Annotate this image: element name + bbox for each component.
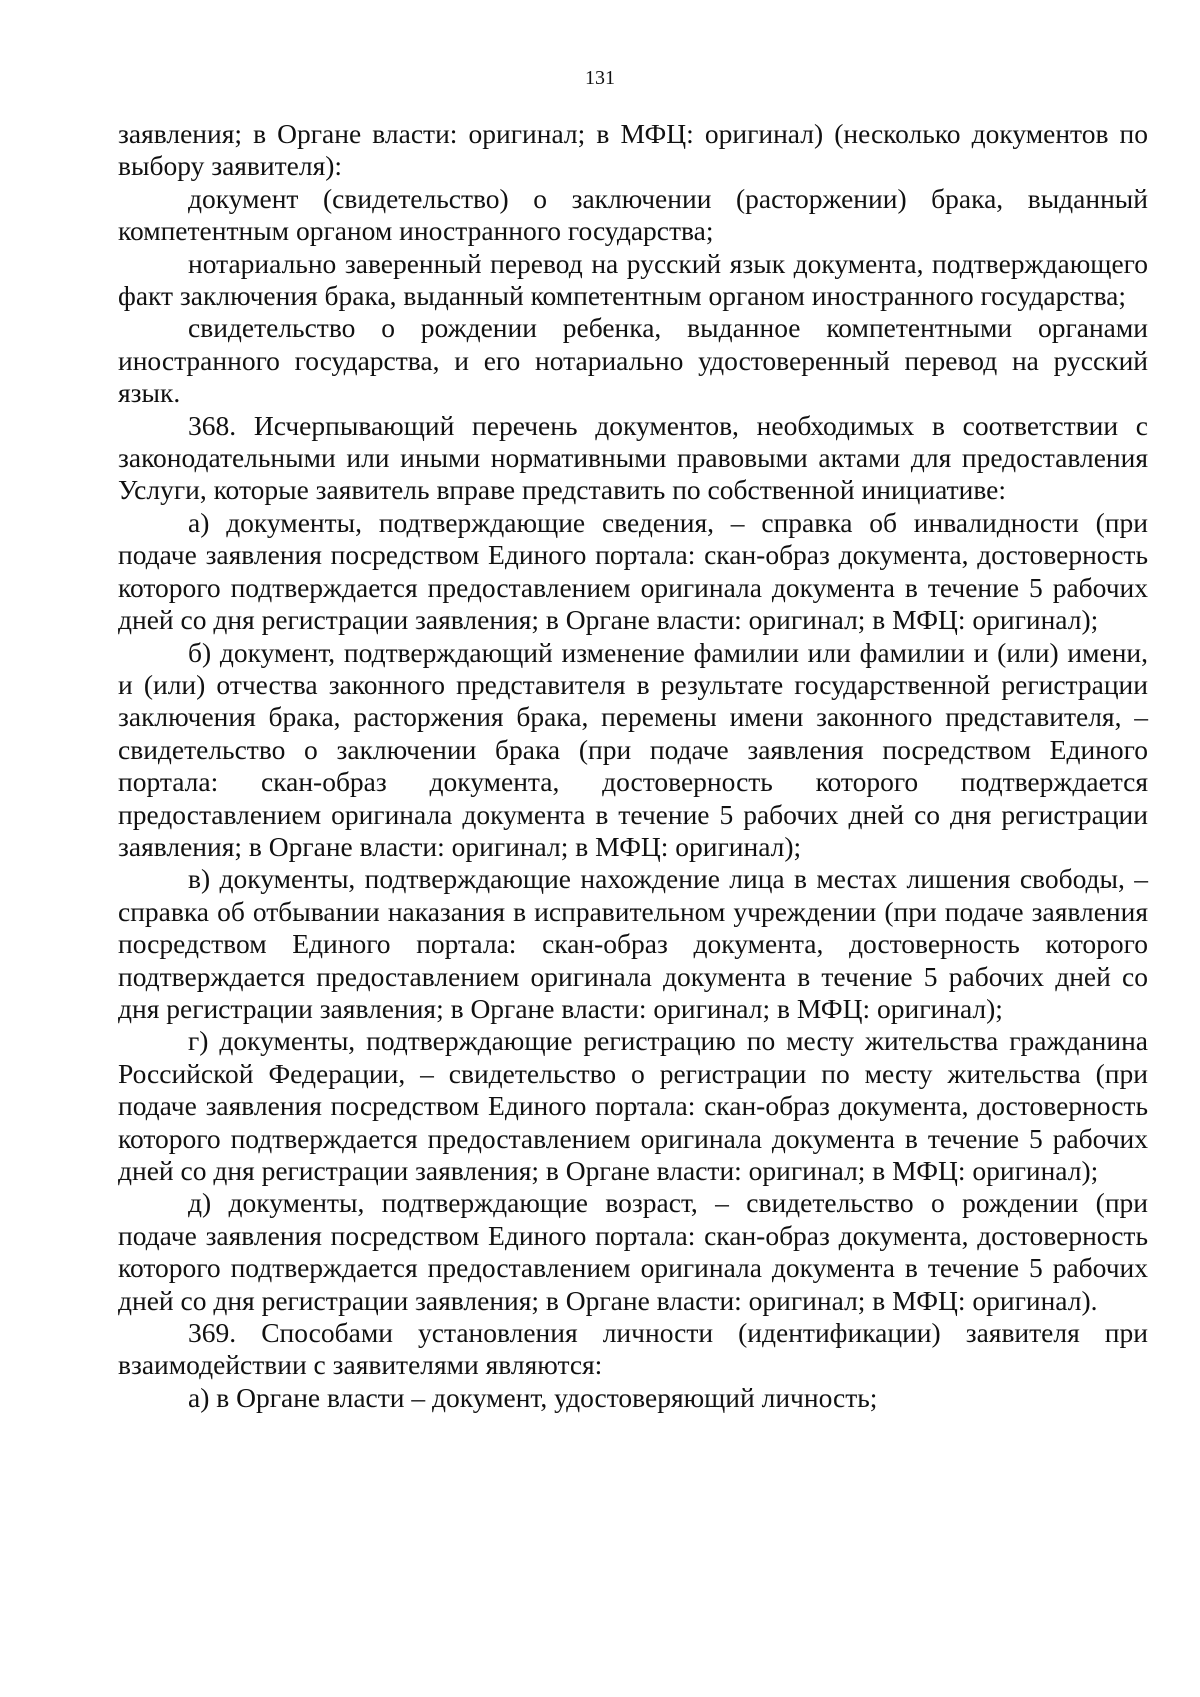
document-body (118, 118, 1148, 1414)
paragraph-item-368: 368. Исчерпывающий перечень документов, необходимых в соответствии с законодательными или иными нормативными правовыми актами для предоставления Услуги, которые заявитель вправе представить по собственной инициативе: (118, 409, 1148, 506)
paragraph-368-d: д) документы, подтверждающие возраст, – свидетельство о рождении (при подаче заявления посредством Единого портала: скан-образ документа, достоверность которого подтверждается предоставлением оригинала документа в течение 5 рабочих дней со дня регистрации заявления; в Органе власти: оригинал; в МФЦ: оригинал). (118, 1187, 1148, 1316)
paragraph-continuation: заявления; в Органе власти: оригинал; в МФЦ: оригинал) (несколько документов по выбору заявителя): (118, 118, 1148, 182)
paragraph-369-a: а) в Органе власти – документ, удостоверяющий личность; (188, 1381, 878, 1413)
paragraph-item-369: 369. Способами установления личности (идентификации) заявителя при взаимодействии с заявителями являются: (118, 1317, 1148, 1381)
page-number: 131 (585, 67, 615, 89)
paragraph-368-b: б) документ, подтверждающий изменение фамилии или фамилии и (или) имени, и (или) отчества законного представителя в результате государственной регистрации заключения брака, расторжения брака, перемены имени законного представителя, – свидетельство о заключении брака (при подаче заявления посредством Единого портала: скан-образ документа, достоверность которого подтверждается предоставлением оригинала документа в течение 5 рабочих дней со дня регистрации заявления; в Органе власти: оригинал; в МФЦ: оригинал); (118, 636, 1148, 862)
paragraph-marriage-certificate: документ (свидетельство) о заключении (расторжении) брака, выданный компетентным органом иностранного государства; (118, 182, 1148, 247)
paragraph-368-g: г) документы, подтверждающие регистрацию по месту жительства гражданина Российской Федерации, – свидетельство о регистрации по месту жительства (при подаче заявления посредством Единого портала: скан-образ документа, достоверность которого подтверждается предоставлением оригинала документа в течение 5 рабочих дней со дня регистрации заявления; в Органе власти: оригинал; в МФЦ: оригинал); (118, 1025, 1148, 1186)
paragraph-birth-certificate: свидетельство о рождении ребенка, выданное компетентными органами иностранного государства, и его нотариально удостоверенный перевод на русский язык. (118, 312, 1148, 409)
paragraph-368-a: а) документы, подтверждающие сведения, – справка об инвалидности (при подаче заявления посредством Единого портала: скан-образ документа, достоверность которого подтверждается предоставлением оригинала документа в течение 5 рабочих дней со дня регистрации заявления; в Органе власти: оригинал; в МФЦ: оригинал); (118, 506, 1148, 636)
paragraph-368-v: в) документы, подтверждающие нахождение лица в местах лишения свободы, – справка об отбывании наказания в исправительном учреждении (при подаче заявления посредством Единого портала: скан-образ документа, достоверность которого подтверждается предоставлением оригинала документа в течение 5 рабочих дней со дня регистрации заявления; в Органе власти: оригинал; в МФЦ: оригинал); (118, 863, 1148, 1024)
paragraph-notarized-translation: нотариально заверенный перевод на русский язык документа, подтверждающего факт заключения брака, выданный компетентным органом иностранного государства; (118, 247, 1148, 312)
